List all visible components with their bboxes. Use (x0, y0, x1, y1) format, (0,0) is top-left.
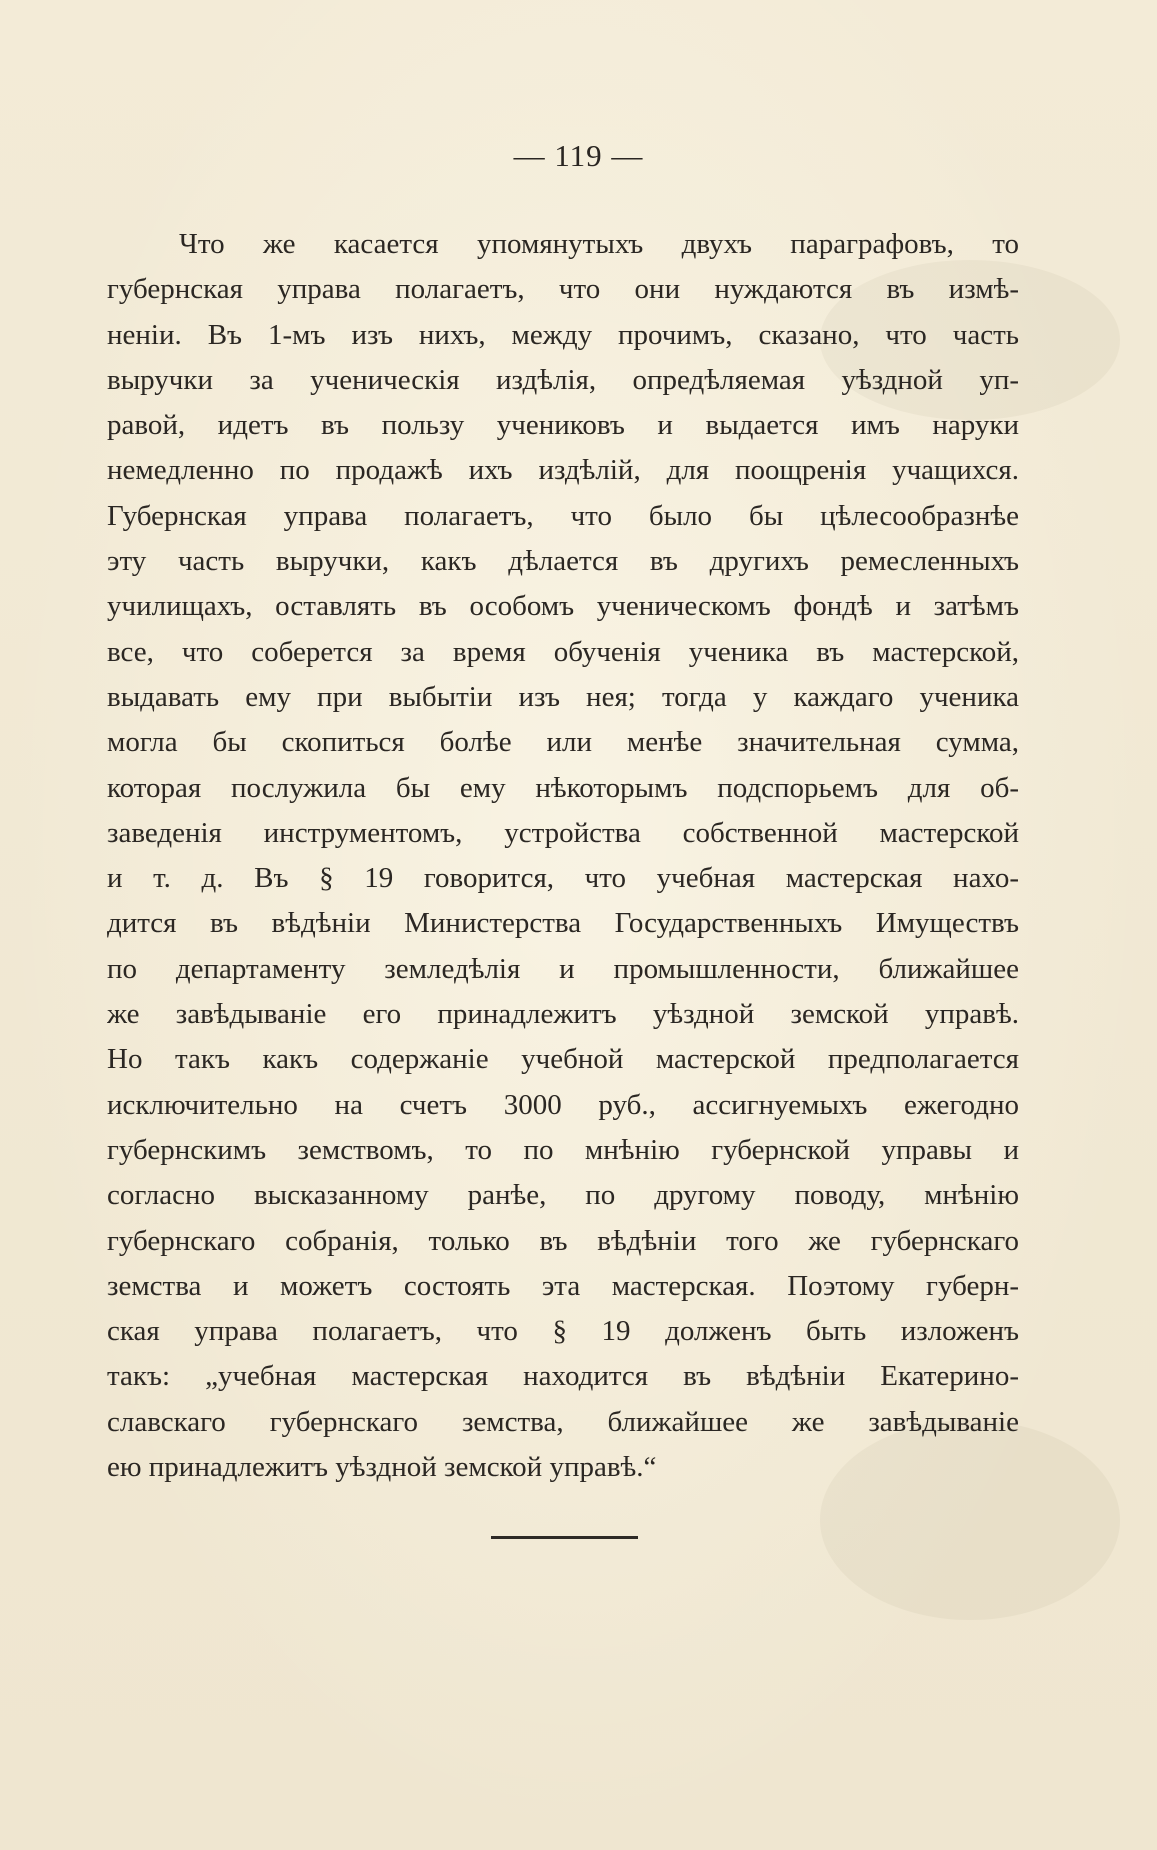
text-line: все, что соберется за время обученія ученика въ мастерской, (107, 635, 1019, 668)
text-line: неніи. Въ 1-мъ изъ нихъ, между прочимъ, сказано, что часть (107, 318, 1019, 351)
closing-rule (491, 1536, 638, 1539)
body-paragraph (107, 222, 1019, 1490)
page-number: — 119 — (513, 138, 644, 173)
text-line: дится въ вѣдѣніи Министерства Государственныхъ Имуществъ (107, 907, 1019, 940)
text-line: по департаменту земледѣлія и промышленности, ближайшее (107, 952, 1019, 985)
text-line: выручки за ученическія издѣлія, опредѣляемая уѣздной уп- (107, 363, 1019, 396)
text-line: же завѣдываніе его принадлежитъ уѣздной земской управѣ. (107, 998, 1019, 1031)
text-line: равой, идетъ въ пользу учениковъ и выдается имъ наруки (107, 409, 1019, 442)
text-line: ская управа полагаетъ, что § 19 долженъ быть изложенъ (107, 1315, 1019, 1348)
text-line: Что же касается упомянутыхъ двухъ параграфовъ, то (179, 228, 1019, 260)
text-line: Губернская управа полагаетъ, что было бы цѣлесообразнѣе (107, 499, 1019, 532)
text-line: губернскимъ земствомъ, то по мнѣнію губернской управы и (107, 1133, 1019, 1166)
text-line: земства и можетъ состоять эта мастерская. Поэтому губерн- (107, 1269, 1019, 1302)
text-line: выдавать ему при выбытіи изъ нея; тогда у каждаго ученика (107, 680, 1019, 713)
text-line: могла бы скопиться болѣе или менѣе значительная сумма, (107, 726, 1019, 759)
text-line: согласно высказанному ранѣе, по другому поводу, мнѣнію (107, 1179, 1019, 1212)
text-line: такъ: „учебная мастерская находится въ вѣдѣніи Екатерино- (107, 1360, 1019, 1393)
text-line: эту часть выручки, какъ дѣлается въ другихъ ремесленныхъ (107, 545, 1019, 578)
text-line: которая послужила бы ему нѣкоторымъ подспорьемъ для об- (107, 771, 1019, 804)
text-line: Но такъ какъ содержаніе учебной мастерской предполагается (107, 1043, 1019, 1076)
text-line: училищахъ, оставлять въ особомъ ученическомъ фондѣ и затѣмъ (107, 590, 1019, 623)
text-line: исключительно на счетъ 3000 руб., ассигнуемыхъ ежегодно (107, 1088, 1019, 1121)
text-line: и т. д. Въ § 19 говорится, что учебная мастерская нахо- (107, 862, 1019, 895)
text-line: славскаго губернскаго земства, ближайшее же завѣдываніе (107, 1405, 1019, 1438)
text-line: заведенія инструментомъ, устройства собственной мастерской (107, 816, 1019, 849)
text-line: губернскаго собранія, только въ вѣдѣніи того же губернскаго (107, 1224, 1019, 1257)
text-line: немедленно по продажѣ ихъ издѣлій, для поощренія учащихся. (107, 454, 1019, 487)
text-line: губернская управа полагаетъ, что они нуждаются въ измѣ- (107, 273, 1019, 306)
text-line: ею принадлежитъ уѣздной земской управѣ.“ (107, 1451, 657, 1484)
